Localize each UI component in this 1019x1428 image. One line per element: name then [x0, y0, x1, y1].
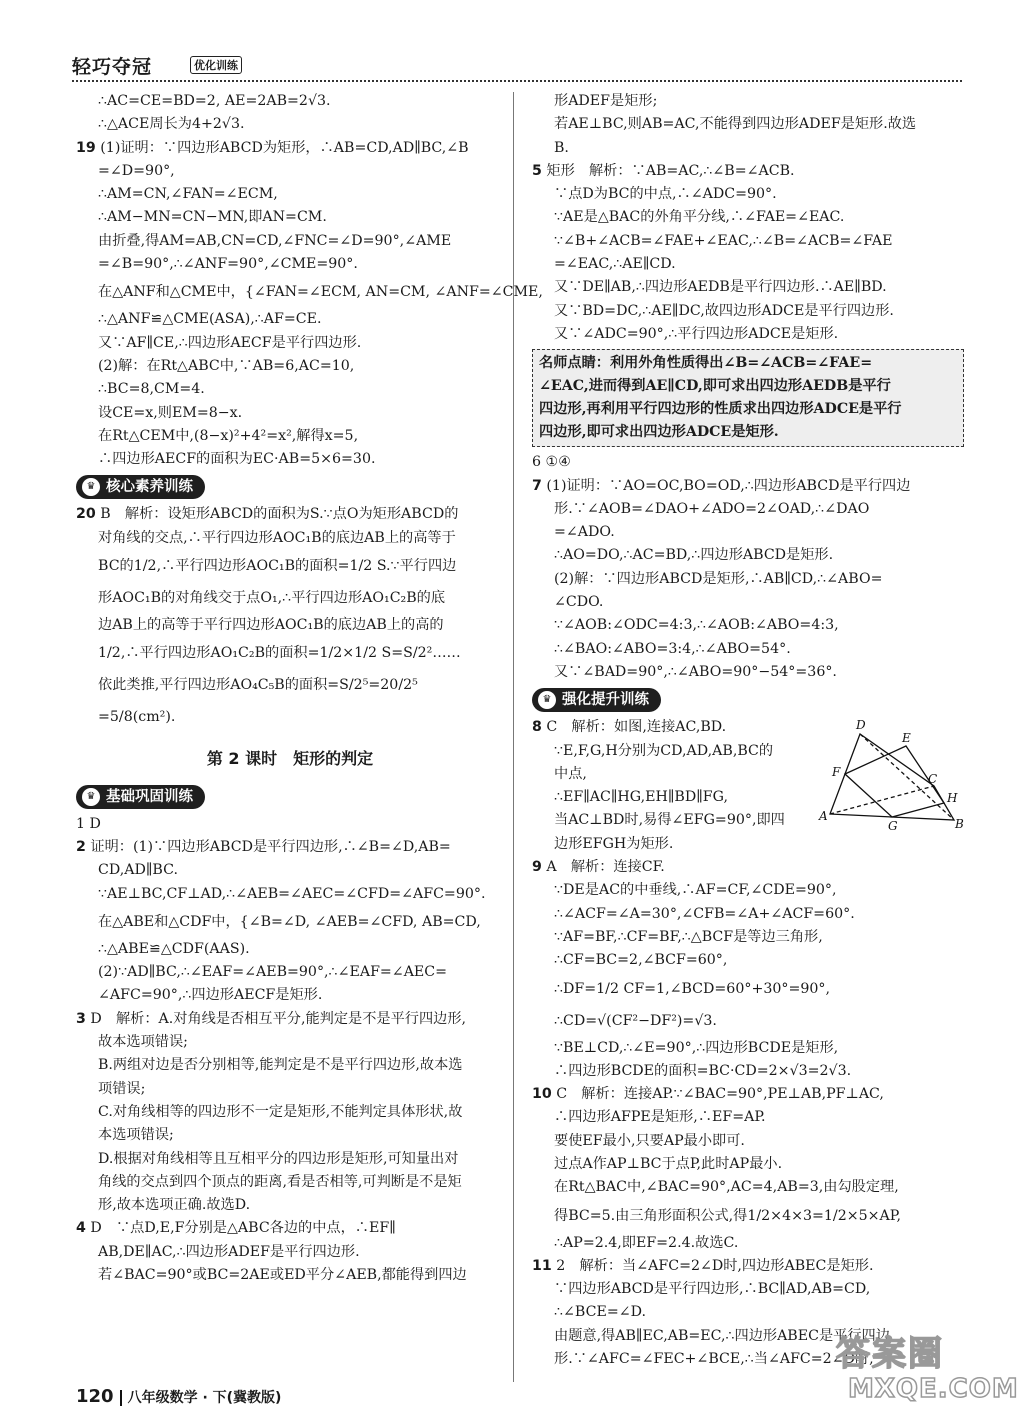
- text-line: (2)解：在Rt△ABC中,∵AB=6,AC=10,: [98, 357, 355, 374]
- banner-label: 强化提升训练: [562, 692, 649, 709]
- question-number: 10: [532, 1086, 552, 1103]
- text-line: AB,DE∥AC,∴四边形ADEF是平行四边形.: [98, 1243, 360, 1260]
- point-h-label: H: [947, 791, 958, 805]
- text-line: ∠CDO.: [554, 594, 604, 611]
- question-6: 6 ①④: [532, 454, 571, 471]
- text-line: ∴AO=DO,∴AC=BD,∴四边形ABCD是矩形.: [554, 547, 834, 564]
- text-line: 由题意,得AB∥EC,AB=EC,∴四边形ABEC是平行四边: [554, 1327, 890, 1344]
- text-line: =∠ADO.: [554, 524, 615, 541]
- question-7: [532, 475, 964, 498]
- banner-strengthen-training: [532, 688, 661, 712]
- text-line: 四边形,再利用平行四边形的性质求出四边形ADCE是平行: [539, 401, 902, 418]
- point-c-label: C: [928, 772, 938, 786]
- text-line: =∠B=90°,∴∠ANF=90°,∠CME=90°.: [98, 256, 358, 273]
- question-20: [76, 503, 504, 526]
- text-line: 中点,: [554, 765, 587, 782]
- geometry-diagram: [818, 716, 968, 832]
- teacher-tip-box: [532, 349, 964, 447]
- question-number: 5: [532, 162, 542, 179]
- question-5: [532, 160, 964, 183]
- text-line: ∵∠AOB:∠ODC=4:3,∴∠AOB:∠ABO=4:3,: [554, 617, 839, 634]
- text-line: ∴△ACE周长为4+2√3.: [98, 116, 245, 133]
- watermark-url: MXQE.COM: [848, 1374, 1019, 1404]
- text-line: ∴AP=2.4,即EF=2.4.故选C.: [554, 1234, 739, 1251]
- text-line: 形ADEF是矩形;: [554, 93, 658, 109]
- text-line: ∴∠BAO:∠ABO=3:4,∴∠ABO=54°.: [554, 640, 791, 657]
- question-9: [532, 856, 964, 879]
- question-1: 1 D: [76, 815, 101, 832]
- text-line: 在Rt△BAC中,∠BAC=90°,AC=4,AB=3,由勾股定理,: [554, 1179, 899, 1196]
- text-line: ∵AE⊥BC,CF⊥AD,∴∠AEB=∠AEC=∠CFD=∠AFC=90°.: [98, 885, 486, 902]
- watermark-title: 答案圈: [836, 1334, 944, 1374]
- text-line: 1/2,∴平行四边形AO₁C₂B的面积=1/2×1/2 S=S/2²……: [98, 645, 461, 662]
- text-line: =∠D=90°,: [98, 162, 175, 179]
- text-line: ∴四边形AECF的面积为EC·AB=5×6=30.: [98, 451, 376, 468]
- text-line: 证明：(1)∵四边形ABCD是平行四边形,∴∠B=∠D,AB=: [90, 838, 451, 855]
- banner-label: 核心素养训练: [106, 479, 193, 496]
- footer-separator: [120, 1390, 122, 1406]
- text-line: ∴DF=1/2 CF=1,∠BCD=60°+30°=90°,: [554, 980, 831, 997]
- page-number: 120: [76, 1386, 114, 1407]
- question-number: 20: [76, 506, 96, 523]
- page-header: [72, 50, 962, 80]
- text-line: 又∵∠BAD=90°,∴∠ABO=90°−54°=36°.: [554, 663, 837, 680]
- point-g-label: G: [888, 819, 898, 833]
- text-line: ∵点D为BC的中点,∴∠ADC=90°.: [554, 186, 777, 203]
- text-line: ∴CF=BC=2,∠BCF=60°,: [554, 952, 728, 969]
- text-line: B.: [554, 139, 569, 156]
- question-number: 9: [532, 859, 542, 876]
- brand-tag: 优化训练: [190, 56, 242, 74]
- text-line: ∴△ABE≌△CDF(AAS).: [98, 940, 250, 957]
- banner-label: 基础巩固训练: [106, 788, 193, 805]
- text-line: ∴四边形BCDE的面积=BC·CD=2×√3=2√3.: [554, 1062, 852, 1079]
- text-line: 形.∵∠AFC=∠FEC+∠BCE,∴当∠AFC=2∠D时,: [554, 1351, 874, 1368]
- question-3: [76, 1008, 504, 1031]
- text-line: ∵AF=BF,∴CF=BF,∴△BCF是等边三角形,: [554, 928, 823, 945]
- text-line: ∴AM−MN=CN−MN,即AN=CM.: [98, 209, 327, 226]
- text-line: 若AE⊥BC,则AB=AC,不能得到四边形ADEF是矩形.故选: [554, 116, 917, 133]
- text-line: 角线的交点到四个顶点的距离,看是否相等,可判断是不是矩: [98, 1173, 462, 1190]
- text-line: (1)证明：∵AO=OC,BO=OD,∴四边形ABCD是平行四边: [546, 477, 911, 494]
- text-line: 依此类推,平行四边形AO₄C₅B的面积=S/2⁵=20/2⁵: [98, 677, 418, 694]
- text-line: ∵BE⊥CD,∴∠E=90°,∴四边形BCDE是矩形,: [554, 1039, 839, 1056]
- text-line: (1)证明：∵四边形ABCD为矩形，∴AB=CD,AD∥BC,∠B: [100, 139, 469, 156]
- text-line: =∠EAC,∴AE∥CD.: [554, 256, 676, 273]
- text-line: 在△ANF和△CME中，{∠FAN=∠ECM, AN=CM, ∠ANF=∠CME,: [98, 284, 543, 301]
- text-line: 边形EFGH为矩形.: [554, 835, 674, 852]
- text-line: (2)∵AD∥BC,∴∠EAF=∠AEB=90°,∴∠EAF=∠AEC=: [98, 964, 448, 981]
- text-line: C 解析：连接AP.∵∠BAC=90°,PE⊥AB,PF⊥AC,: [556, 1086, 884, 1103]
- text-line: ∴△ANF≌△CME(ASA),∴AF=CE.: [98, 311, 322, 328]
- text-line: ∴∠BCE=∠D.: [554, 1304, 646, 1321]
- banner-basic-training: [76, 785, 205, 809]
- text-line: 若∠BAC=90°或BC=2AE或ED平分∠AEB,都能得到四边: [98, 1266, 467, 1283]
- question-4: [76, 1217, 504, 1240]
- text-line: C 解析：如图,连接AC,BD.: [546, 719, 727, 736]
- question-number: 2: [76, 838, 86, 855]
- question-number: 7: [532, 477, 542, 494]
- question-number: 8: [532, 719, 542, 736]
- text-line: ∠AFC=90°,∴四边形AECF是矩形.: [98, 987, 323, 1004]
- text-line: 要使EF最小,只要AP最小即可.: [554, 1132, 745, 1149]
- text-line: 又∵AF∥CE,∴四边形AECF是平行四边形.: [98, 334, 362, 351]
- text-line: ∴∠ACF=∠A=30°,∠CFB=∠A+∠ACF=60°.: [554, 905, 855, 922]
- crown-icon: ♛: [82, 788, 100, 806]
- question-2: [76, 836, 504, 859]
- text-line: ∵AE是△BAC的外角平分线,∴∠FAE=∠EAC.: [554, 209, 845, 226]
- question-number: 4: [76, 1220, 86, 1237]
- text-line: BC的1/2,∴平行四边形AOC₁B的面积=1/2 S.∵平行四边: [98, 558, 457, 575]
- text-line: ∴AM=CN,∠FAN=∠ECM,: [98, 186, 278, 203]
- text-line: 形AOC₁B的对角线交于点O₁,∴平行四边形AO₁C₂B的底: [98, 590, 446, 607]
- text-line: ∴BC=8,CM=4.: [98, 381, 205, 398]
- text-line: ∠EAC,进而得到AE∥CD,即可求出四边形AEDB是平行: [539, 378, 891, 395]
- text-line: C.对角线相等的四边形不一定是矩形,不能判定具体形状,故: [98, 1103, 463, 1120]
- question-number: 19: [76, 139, 96, 156]
- crown-icon: ♛: [82, 478, 100, 496]
- question-11: [532, 1255, 964, 1278]
- text-line: ∵∠B+∠ACB=∠FAE+∠EAC,∴∠B=∠ACB=∠FAE: [554, 232, 893, 249]
- text-line: D ∵点D,E,F分别是△ABC各边的中点，∴EF∥: [90, 1220, 396, 1237]
- text-line: 矩形 解析：∵AB=AC,∴∠B=∠ACB.: [546, 162, 795, 179]
- banner-core-training: [76, 475, 205, 499]
- question-number: 11: [532, 1257, 552, 1274]
- text-line: 对角线的交点,∴平行四边形AOC₁B的底边AB上的高等于: [98, 529, 456, 546]
- section-title: 第 2 课时 矩形的判定: [206, 749, 374, 769]
- text-line: D.根据对角线相等且互相平分的四边形是矩形,可知量出对: [98, 1150, 459, 1167]
- text-line: 在Rt△CEM中,(8−x)²+4²=x²,解得x=5,: [98, 427, 359, 444]
- text-line: 名师点睛：利用外角性质得出∠B=∠ACB=∠FAE=: [539, 355, 873, 372]
- text-line: 又∵DE∥AB,∴四边形AEDB是平行四边形.∴AE∥BD.: [554, 279, 887, 296]
- header-rule: [72, 80, 962, 82]
- text-line: 得BC=5.由三角形面积公式,得1/2×4×3=1/2×5×AP,: [554, 1207, 901, 1224]
- point-a-label: A: [819, 809, 828, 823]
- text-line: ∵DE是AC的中垂线,∴AF=CF,∠CDE=90°,: [554, 882, 837, 899]
- text-line: 形.∵∠AOB=∠DAO+∠ADO=2∠OAD,∴∠DAO: [554, 500, 870, 517]
- page-footer: [76, 1386, 281, 1407]
- text-line: ∴AC=CE=BD=2, AE=2AB=2√3.: [98, 93, 331, 109]
- text-line: 形,故本选项正确.故选D.: [98, 1197, 251, 1214]
- question-10: [532, 1083, 964, 1106]
- footer-subtitle: 八年级数学 · 下(冀教版): [127, 1390, 282, 1406]
- text-line: B.两组对边是否分别相等,能判定是不是平行四边形,故本选: [98, 1057, 463, 1074]
- question-19: [76, 137, 504, 160]
- text-line: CD,AD∥BC.: [98, 862, 178, 879]
- question-number: 3: [76, 1010, 86, 1027]
- point-b-label: B: [955, 817, 964, 831]
- text-line: 由折叠,得AM=AB,CN=CD,∠FNC=∠D=90°,∠AME: [98, 232, 452, 249]
- text-line: 当AC⊥BD时,易得∠EFG=90°,即四: [554, 812, 785, 829]
- crown-icon: ♛: [538, 691, 556, 709]
- text-line: A 解析：连接CF.: [546, 859, 665, 876]
- text-line: 本选项错误;: [98, 1127, 174, 1144]
- text-line: ∴CD=√(CF²−DF²)=√3.: [554, 1012, 717, 1029]
- text-line: ∵四边形ABCD是平行四边形,∴BC∥AD,AB=CD,: [554, 1281, 871, 1298]
- text-line: 2 解析：当∠AFC=2∠D时,四边形ABEC是矩形.: [556, 1257, 874, 1274]
- text-line: 项错误;: [98, 1080, 146, 1097]
- text-line: =5/8(cm²).: [98, 709, 176, 726]
- point-e-label: E: [902, 731, 911, 745]
- brand-logo: 轻巧夺冠: [72, 56, 153, 78]
- text-line: 又∵∠ADC=90°,∴平行四边形ADCE是矩形.: [554, 325, 839, 342]
- watermark: [836, 1326, 1019, 1416]
- text-line: 四边形,即可求出四边形ADCE是矩形.: [539, 424, 779, 441]
- text-line: 故本选项错误;: [98, 1034, 188, 1051]
- text-line: D 解析：A.对角线是否相互平分,能判定是不是平行四边形,: [90, 1010, 467, 1027]
- text-line: 设CE=x,则EM=8−x.: [98, 404, 243, 421]
- text-line: ∴四边形AFPE是矩形,∴EF=AP.: [554, 1109, 766, 1126]
- point-f-label: F: [832, 765, 841, 779]
- text-line: 边AB上的高等于平行四边形AOC₁B的底边AB上的高的: [98, 617, 444, 634]
- text-line: 又∵BD=DC,∴AE∥DC,故四边形ADCE是平行四边形.: [554, 302, 894, 319]
- text-line: (2)解：∵四边形ABCD是矩形,∴AB∥CD,∴∠ABO=: [554, 570, 883, 587]
- text-line: 过点A作AP⊥BC于点P,此时AP最小.: [554, 1155, 783, 1172]
- text-line: ∵E,F,G,H分别为CD,AD,AB,BC的: [554, 742, 774, 759]
- text-line: B 解析：设矩形ABCD的面积为S.∵点O为矩形ABCD的: [100, 506, 459, 523]
- point-d-label: D: [856, 718, 866, 732]
- text-line: 在△ABE和△CDF中，{∠B=∠D, ∠AEB=∠CFD, AB=CD,: [98, 913, 481, 930]
- text-line: ∴EF∥AC∥HG,EH∥BD∥FG,: [554, 789, 728, 806]
